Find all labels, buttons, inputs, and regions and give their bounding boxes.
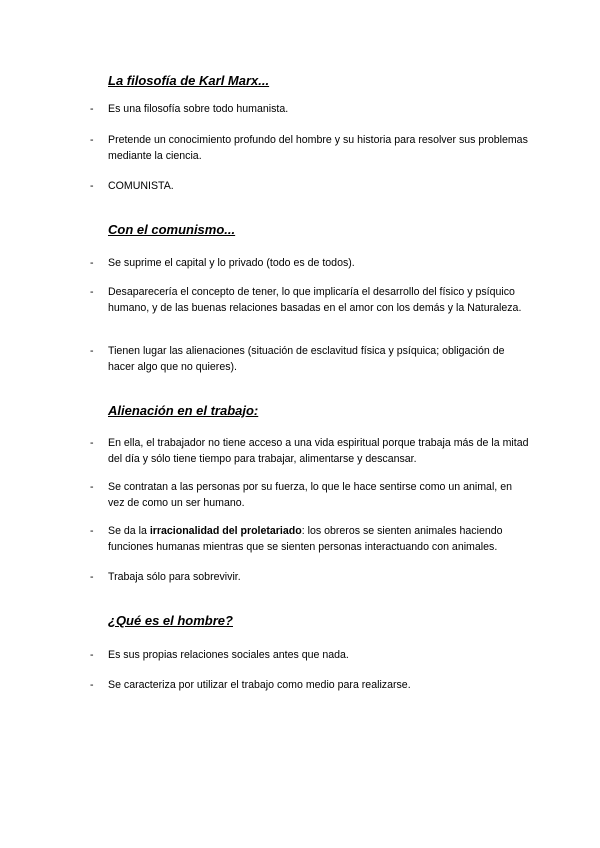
list-item-text-post: : los obreros se sienten animales haciendo funciones humanas mientras que se sienten personas interactuando con animales. [108, 525, 503, 553]
bullet-dash: - [90, 180, 94, 192]
list-item-text: Tienen lugar las alienaciones (situación de esclavitud física y psíquica; obligación de hacer algo que no quieres). [108, 345, 505, 373]
proletariat-irrationality-term: irracionalidad del proletariado [149, 525, 302, 537]
bullet-dash: - [90, 679, 94, 691]
bullet-dash: - [90, 134, 94, 146]
bullet-dash: - [90, 286, 94, 298]
bullet-dash: - [90, 345, 94, 357]
list-item [90, 102, 530, 118]
list-item [90, 678, 530, 694]
list-item-text: Se contratan a las personas por su fuerza, lo que le hace sentirse como un animal, en vez de como un ser humano. [108, 481, 512, 509]
bullet-dash: - [90, 525, 94, 537]
bullet-dash: - [90, 437, 94, 449]
section-heading-work-alienation: Alienación en el trabajo: [108, 403, 259, 418]
list-item [90, 648, 530, 664]
list-item-text: Es sus propias relaciones sociales antes que nada. [108, 649, 349, 661]
list-item-text: COMUNISTA. [108, 180, 174, 192]
list-item [90, 285, 530, 316]
bullet-dash: - [90, 649, 94, 661]
list-item-text-pre: Se da la [108, 525, 150, 537]
list-item-text: Trabaja sólo para sobrevivir. [108, 571, 241, 583]
list-item [90, 344, 530, 375]
list-item [90, 480, 530, 511]
list-item-text: Desaparecería el concepto de tener, lo que implicaría el desarrollo del físico y psíquico humano, y de las buenas relaciones basadas en el amor con los demás y la Naturaleza. [108, 286, 522, 314]
list-item [90, 436, 530, 467]
list-item-text: Pretende un conocimiento profundo del hombre y su historia para resolver sus problemas mediante la ciencia. [108, 134, 528, 162]
bullet-dash: - [90, 571, 94, 583]
section-heading-communism: Con el comunismo... [108, 222, 236, 237]
bullet-dash: - [90, 481, 94, 493]
list-item [90, 256, 530, 272]
list-item-text: Se suprime el capital y lo privado (todo es de todos). [108, 257, 355, 269]
list-item [90, 524, 530, 555]
section-heading-what-is-man: ¿Qué es el hombre? [108, 613, 233, 628]
list-item-text: En ella, el trabajador no tiene acceso a una vida espiritual porque trabaja más de la mitad del día y sólo tiene tiempo para trabajar, alimentarse y descansar. [108, 437, 529, 465]
list-item-text: Es una filosofía sobre todo humanista. [108, 103, 289, 115]
list-item [90, 133, 530, 164]
section-heading-marx-philosophy: La filosofía de Karl Marx... [108, 73, 270, 88]
list-item-text: Se caracteriza por utilizar el trabajo como medio para realizarse. [108, 679, 411, 691]
bullet-dash: - [90, 257, 94, 269]
list-item [90, 179, 530, 195]
bullet-dash: - [90, 103, 94, 115]
list-item [90, 570, 530, 586]
list-item-text [108, 524, 530, 555]
